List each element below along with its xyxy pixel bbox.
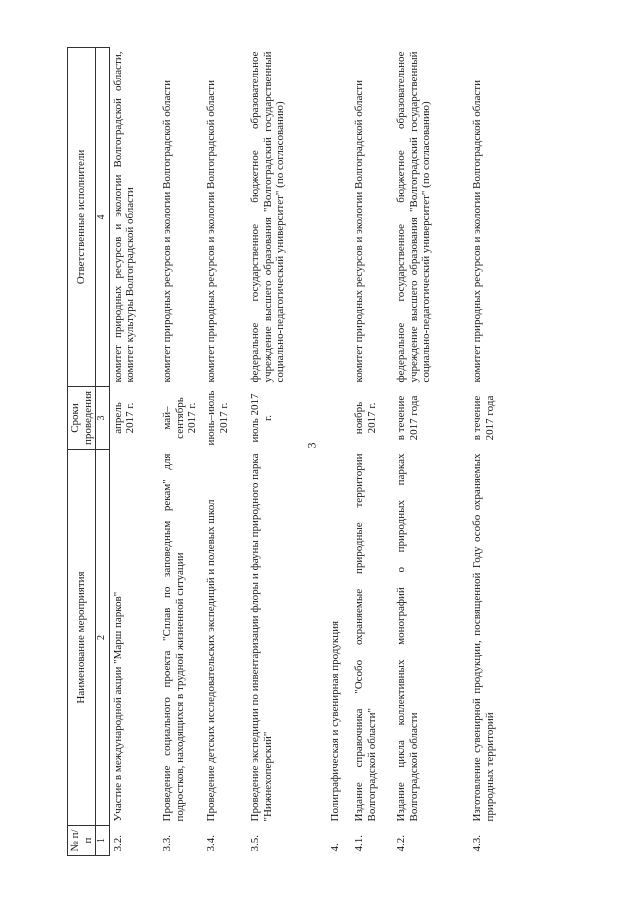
row-number: 3.3.	[161, 835, 173, 852]
event-name: Участие в международной акции "Марш парков"	[111, 591, 124, 822]
section-title: Полиграфическая и сувенирная продукция	[329, 620, 341, 822]
event-name: Издание цикла коллективных монографий о природных парках Волгоградской области	[395, 453, 420, 822]
header-name: Наименование мероприятия	[68, 450, 96, 826]
row-number: 3.5.	[249, 835, 261, 852]
header-responsible: Ответственные исполнители	[68, 48, 96, 387]
event-term: июнь–июль 2017 г.	[205, 390, 230, 446]
event-name: Издание справочника "Особо охраняемые природные территории Волгоградской области"	[353, 453, 378, 822]
table-row	[327, 48, 351, 856]
event-term: ноябрь 2017 г.	[353, 401, 378, 435]
row-number: 4.2.	[395, 835, 407, 852]
event-responsible: комитет природных ресурсов и экологии Волгоградской области, комитет культуры Волгоградской области	[111, 51, 136, 383]
event-name: Проведение экспедиции по инвентаризации флоры и фауны природного парка "Нижнехоперский"	[249, 453, 274, 822]
event-responsible: федеральное государственное бюджетное образовательное учреждение высшего образования "Волгоградский государственный социально-педагогический университет" (по согласованию)	[249, 51, 286, 383]
event-responsible	[327, 48, 351, 387]
column-number: 1	[96, 826, 110, 856]
event-responsible: комитет природных ресурсов и экологии Волгоградской области	[353, 80, 365, 383]
event-responsible: федеральное государственное бюджетное образовательное учреждение высшего образования "Волгоградский государственный социально-педагогический университет" (по согласованию)	[395, 51, 432, 383]
event-name: Изготовление сувенирной продукции, посвященной Году особо охраняемых природных территорий	[471, 453, 496, 822]
row-number: 3.2.	[111, 835, 124, 852]
rotated-page-content	[67, 48, 529, 856]
event-name: Проведение социального проекта "Сплав по заповедным рекам" для подростков, находящихся в трудной жизненной ситуации	[161, 453, 186, 822]
event-name: Проведение детских исследовательских экспедиций и полевых школ	[205, 499, 217, 822]
column-number: 3	[96, 387, 110, 450]
row-number: 4.3.	[471, 835, 483, 852]
table-row	[351, 48, 393, 856]
row-number: 3.4.	[205, 835, 217, 852]
column-number: 4	[96, 48, 110, 387]
table-row	[469, 48, 513, 856]
event-responsible: комитет природных ресурсов и экологии Волгоградской области	[471, 80, 483, 383]
event-term: май–сентябрь 2017 г.	[161, 397, 198, 439]
header-num: № п/п	[68, 826, 96, 856]
column-number: 2	[96, 450, 110, 826]
row-number: 4.1.	[353, 835, 365, 852]
table-row	[109, 48, 159, 856]
header-term: Сроки проведения	[68, 387, 96, 450]
page-number: 3	[304, 442, 319, 449]
table-row	[203, 48, 247, 856]
row-number: 4.	[329, 843, 341, 852]
table-header-row	[68, 48, 96, 856]
table-row	[393, 48, 469, 856]
event-term: в течение 2017 года	[471, 395, 496, 441]
event-term	[327, 387, 351, 450]
events-table	[67, 47, 513, 856]
event-term: в течение 2017 года	[395, 395, 420, 441]
table-row	[159, 48, 203, 856]
column-number-row	[96, 48, 110, 856]
event-responsible: комитет природных ресурсов и экологии Волгоградской области	[161, 80, 173, 383]
event-responsible: комитет природных ресурсов и экологии Волгоградской области	[205, 80, 217, 383]
event-term: июль 2017 г.	[249, 393, 274, 443]
event-term: апрель 2017 г.	[111, 402, 136, 434]
table-row	[247, 48, 327, 856]
